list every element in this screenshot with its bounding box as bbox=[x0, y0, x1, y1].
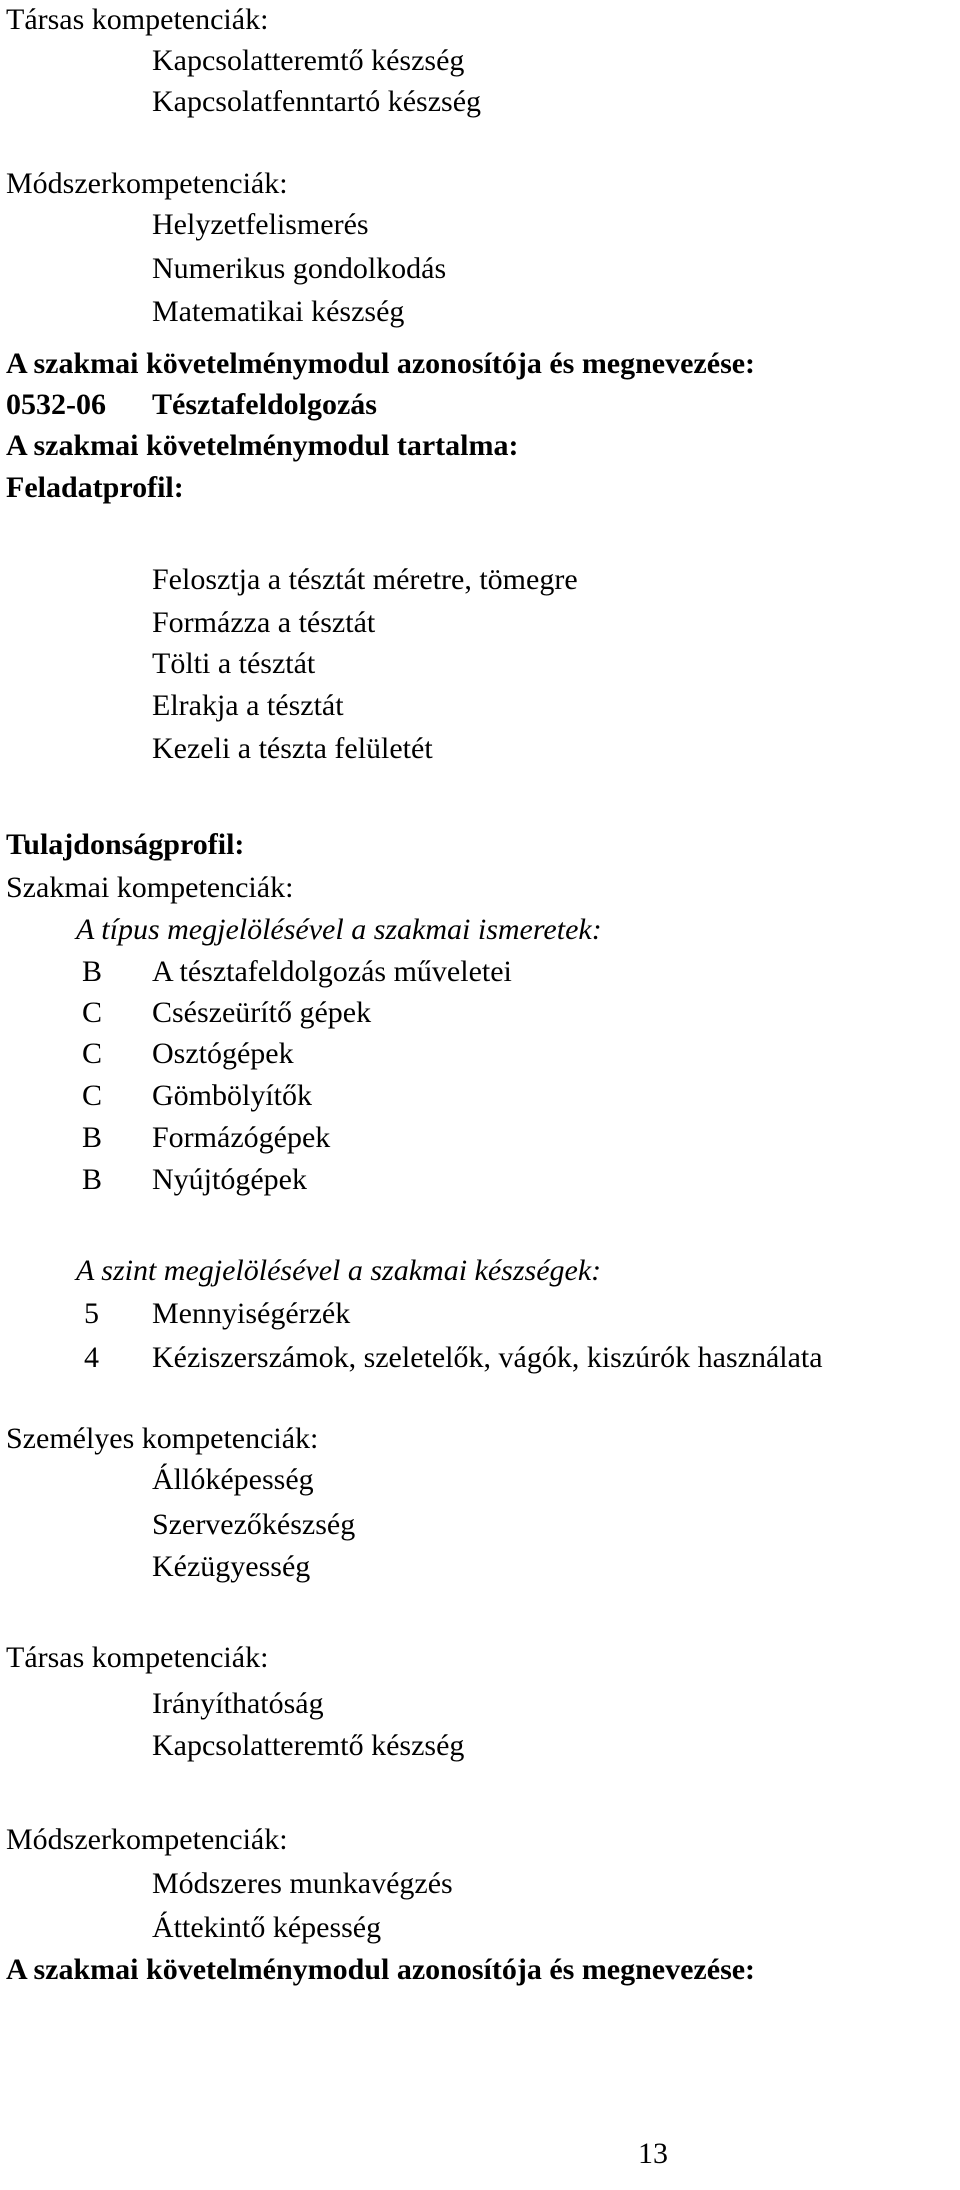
ismeret-text: Formázógépek bbox=[152, 1121, 331, 1154]
tarsas-kompetenciak-heading: Társas kompetenciák: bbox=[6, 1641, 269, 1674]
ismeret-text: Osztógépek bbox=[152, 1037, 294, 1070]
list-item: Kapcsolatfenntartó készség bbox=[152, 85, 482, 118]
list-item: Állóképesség bbox=[152, 1463, 314, 1496]
list-item: Numerikus gondolkodás bbox=[152, 252, 447, 285]
page-number: 13 bbox=[638, 2137, 668, 2170]
list-item: Kapcsolatteremtő készség bbox=[152, 44, 465, 77]
keszseg-text: Mennyiségérzék bbox=[152, 1297, 351, 1330]
list-item: Kézügyesség bbox=[152, 1550, 311, 1583]
ismeret-text: Csészeürítő gépek bbox=[152, 996, 372, 1029]
szemelyes-kompetenciak-heading: Személyes kompetenciák: bbox=[6, 1422, 319, 1455]
keszsegek-heading: A szint megjelölésével a szakmai készségek: bbox=[76, 1254, 602, 1287]
ismeret-code: B bbox=[82, 1121, 103, 1154]
ismeret-code: B bbox=[82, 1163, 103, 1196]
list-item: Helyzetfelismerés bbox=[152, 208, 369, 241]
modszerkompetenciak-heading: Módszerkompetenciák: bbox=[6, 1823, 288, 1856]
list-item: Kezeli a tészta felületét bbox=[152, 732, 433, 765]
list-item: Formázza a tésztát bbox=[152, 606, 376, 639]
list-item: Irányíthatóság bbox=[152, 1687, 324, 1720]
next-module-heading: A szakmai követelménymodul azonosítója és megnevezése: bbox=[6, 1953, 756, 1986]
list-item: Tölti a tésztát bbox=[152, 647, 316, 680]
keszseg-code: 5 bbox=[84, 1297, 99, 1330]
ismeret-text: Nyújtógépek bbox=[152, 1163, 307, 1196]
ismeret-code: B bbox=[82, 955, 103, 988]
tulajdonsagprofil-heading: Tulajdonságprofil: bbox=[6, 828, 245, 861]
ismeret-text: Gömbölyítők bbox=[152, 1079, 313, 1112]
ismeret-code: C bbox=[82, 996, 103, 1029]
list-item: Kapcsolatteremtő készség bbox=[152, 1729, 465, 1762]
keszseg-code: 4 bbox=[84, 1341, 99, 1374]
module-code: 0532-06 bbox=[6, 388, 106, 421]
list-item: Elrakja a tésztát bbox=[152, 689, 344, 722]
module-name: Tésztafeldolgozás bbox=[152, 388, 377, 421]
szakmai-kompetenciak-heading: Szakmai kompetenciák: bbox=[6, 871, 294, 904]
modszerkompetenciak-heading: Módszerkompetenciák: bbox=[6, 167, 288, 200]
module-content-heading: A szakmai követelménymodul tartalma: bbox=[6, 429, 519, 462]
ismeret-text: A tésztafeldolgozás műveletei bbox=[152, 955, 512, 988]
ismeret-code: C bbox=[82, 1037, 103, 1070]
keszseg-text: Kéziszerszámok, szeletelők, vágók, kiszúrók használata bbox=[152, 1341, 823, 1374]
ismeret-code: C bbox=[82, 1079, 103, 1112]
list-item: Áttekintő képesség bbox=[152, 1911, 382, 1944]
list-item: Szervezőkészség bbox=[152, 1508, 356, 1541]
module-id-heading: A szakmai követelménymodul azonosítója és megnevezése: bbox=[6, 347, 756, 380]
feladatprofil-heading: Feladatprofil: bbox=[6, 471, 184, 504]
list-item: Módszeres munkavégzés bbox=[152, 1867, 453, 1900]
tarsas-kompetenciak-heading: Társas kompetenciák: bbox=[6, 3, 269, 36]
ismeretek-heading: A típus megjelölésével a szakmai ismeretek: bbox=[76, 913, 602, 946]
list-item: Felosztja a tésztát méretre, tömegre bbox=[152, 563, 578, 596]
list-item: Matematikai készség bbox=[152, 295, 405, 328]
